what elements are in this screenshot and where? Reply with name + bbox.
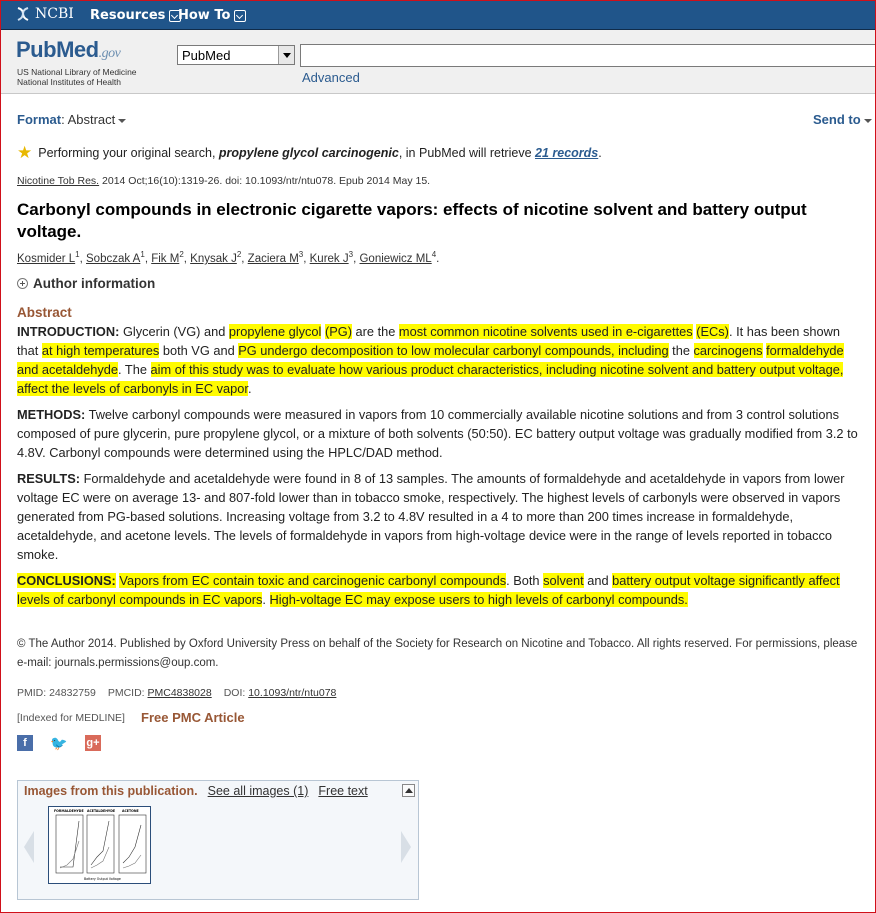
ncbi-helix-icon bbox=[15, 6, 31, 22]
author-information-toggle[interactable] bbox=[17, 276, 155, 291]
abstract-results bbox=[17, 469, 861, 564]
indexed-medline: [Indexed for MEDLINE] bbox=[17, 712, 125, 724]
abstract-conclusions bbox=[17, 571, 861, 609]
send-to-menu[interactable] bbox=[813, 112, 872, 127]
expand-plus-icon bbox=[17, 278, 28, 289]
free-pmc-article-link[interactable]: Free PMC Article bbox=[141, 710, 245, 725]
text-segment: the bbox=[668, 343, 694, 358]
how-to-menu[interactable] bbox=[178, 8, 246, 23]
ncbi-top-bar bbox=[1, 1, 875, 30]
conclusions-label: CONCLUSIONS: bbox=[17, 573, 116, 588]
article-identifiers bbox=[17, 687, 336, 699]
author-affiliation-number: 2 bbox=[179, 250, 184, 259]
highlighted-text: (PG) bbox=[324, 324, 352, 339]
author-link[interactable]: Zaciera M bbox=[247, 252, 299, 265]
author-link[interactable]: Kurek J bbox=[309, 252, 349, 265]
text-segment: are the bbox=[351, 324, 399, 339]
abstract-heading: Abstract bbox=[17, 305, 72, 320]
article-title: Carbonyl compounds in electronic cigarette vapors: effects of nicotine solvent and battery output voltage. bbox=[17, 200, 807, 241]
abstract-introduction bbox=[17, 322, 861, 398]
records-link[interactable]: 21 records bbox=[535, 146, 599, 160]
msg-query: propylene glycol carcinogenic bbox=[218, 146, 399, 160]
thumb-label-1: FORMALDEHYDE bbox=[54, 809, 84, 813]
doi-link[interactable]: 10.1093/ntr/ntu078 bbox=[248, 687, 337, 699]
text-segment: both VG and bbox=[159, 343, 239, 358]
highlighted-text: High-voltage EC may expose users to high levels of carbonyl compounds. bbox=[269, 592, 688, 607]
nlm-line2: National Institutes of Health bbox=[17, 77, 121, 87]
author-affiliation-number: 3 bbox=[348, 250, 354, 259]
author-link[interactable]: Kosmider L bbox=[17, 252, 76, 265]
social-share bbox=[17, 735, 101, 751]
msg-middle: , in PubMed will retrieve bbox=[398, 146, 532, 160]
methods-text: Twelve carbonyl compounds were measured in vapors from 10 commercially available nicotine solutions and from 3 control solutions composed of pure glycerin, pure propylene glycol, or a mixture of both solvents (50:50). EC battery output voltage was gradually modified from 3.2 to 4.8V. Carbonyl compounds were determined using the HPLC/DAD method. bbox=[17, 407, 858, 460]
author-affiliation-number: 3 bbox=[298, 250, 304, 259]
intro-label: INTRODUCTION: bbox=[17, 324, 120, 339]
author-list: Kosmider $L^1$, Sobczak $A^1$, Fik $M^2$, Knysak $J^2$, Zaciera $M^3$, Kurek $J^3$, Goniewicz $ML^4$. bbox=[17, 250, 440, 265]
ncbi-label: NCBI bbox=[35, 6, 74, 22]
pubmed-header bbox=[1, 30, 875, 94]
text-segment: . It has been shown that bbox=[17, 324, 840, 358]
star-icon: ★ bbox=[17, 143, 33, 162]
format-selector[interactable]: Format: Abstract bbox=[17, 112, 126, 127]
text-segment: . Both bbox=[506, 573, 544, 588]
text-segment: Glycerin (VG) and bbox=[122, 324, 229, 339]
nlm-line1: US National Library of Medicine bbox=[17, 67, 137, 77]
author-affiliation-number: 2 bbox=[236, 250, 242, 259]
methods-label: METHODS: bbox=[17, 407, 86, 422]
facebook-icon[interactable]: f bbox=[17, 735, 33, 751]
images-panel-title: Images from this publication. bbox=[24, 784, 198, 798]
author-link[interactable]: Goniewicz ML bbox=[359, 252, 432, 265]
highlighted-text: battery output voltage significantly affect levels of carbonyl compounds in EC vapors bbox=[17, 573, 840, 607]
msg-prefix: Performing your original search, bbox=[38, 146, 216, 160]
database-selected: PubMed bbox=[182, 48, 231, 63]
pmid-value: 24832759 bbox=[49, 687, 96, 699]
highlighted-text: formaldehyde and acetaldehyde bbox=[17, 343, 844, 377]
chevron-down-icon bbox=[234, 10, 246, 22]
highlighted-text: aim of this study was to evaluate how various product characteristics, including nicotine solvent and battery output voltage, affect the levels of carbonyls in EC vapor bbox=[17, 362, 844, 396]
caret-down-icon bbox=[118, 119, 126, 123]
citation bbox=[17, 175, 430, 187]
pubmed-logo[interactable] bbox=[16, 37, 120, 63]
figure-thumbnail-chart bbox=[49, 807, 150, 883]
author-affiliation-number: 1 bbox=[75, 250, 80, 259]
resources-label: Resources bbox=[90, 8, 166, 23]
format-label: Format bbox=[17, 112, 62, 127]
caret-down-icon bbox=[864, 119, 872, 123]
author-link[interactable]: Knysak J bbox=[190, 252, 237, 265]
google-plus-icon[interactable]: g+ bbox=[86, 737, 100, 749]
figure-thumbnail[interactable] bbox=[48, 806, 151, 884]
text-segment: and bbox=[583, 573, 613, 588]
author-link[interactable]: Fik M bbox=[151, 252, 180, 265]
twitter-icon[interactable]: 🐦 bbox=[50, 734, 68, 751]
chevron-down-icon[interactable] bbox=[278, 46, 294, 64]
advanced-search-link[interactable]: Advanced bbox=[302, 70, 360, 85]
intro-text bbox=[17, 324, 844, 396]
highlighted-text: at high temperatures bbox=[41, 343, 160, 358]
highlighted-text: Vapors from EC contain toxic and carcinogenic carbonyl compounds bbox=[119, 573, 507, 588]
journal-link[interactable]: Nicotine Tob Res. bbox=[17, 175, 100, 187]
author-affiliation-number: 1 bbox=[140, 250, 145, 259]
highlighted-text: propylene glycol bbox=[228, 324, 322, 339]
search-message bbox=[17, 143, 602, 162]
highlighted-text: carcinogens bbox=[693, 343, 763, 358]
how-to-label: How To bbox=[178, 8, 231, 23]
citation-details: 2014 Oct;16(10):1319-26. doi: 10.1093/ntr/ntu078. Epub 2014 May 15. bbox=[102, 175, 431, 187]
thumb-label-3: ACETONE bbox=[122, 809, 139, 813]
pmcid-label: PMCID: bbox=[107, 687, 145, 699]
thumb-label-2: ACETALDEHYDE bbox=[87, 809, 116, 813]
search-input[interactable] bbox=[300, 44, 875, 67]
send-to-label: Send to bbox=[813, 112, 861, 127]
images-panel bbox=[17, 780, 419, 900]
images-panel-header bbox=[24, 784, 368, 798]
pmcid-link[interactable]: PMC4838028 bbox=[147, 687, 212, 699]
logo-pub: Pub bbox=[16, 37, 57, 62]
database-select[interactable] bbox=[177, 45, 295, 65]
logo-gov: .gov bbox=[98, 46, 121, 61]
nlm-tagline bbox=[17, 67, 137, 87]
author-affiliation-number: 4 bbox=[431, 250, 437, 259]
highlighted-text: solvent bbox=[543, 573, 584, 588]
author-info-label: Author information bbox=[33, 276, 156, 291]
prev-arrow-icon[interactable] bbox=[24, 831, 34, 863]
format-value: Abstract bbox=[67, 112, 116, 127]
highlighted-text: PG undergo decomposition to low molecular carbonyl compounds, including bbox=[238, 343, 669, 358]
conclusions-text bbox=[17, 573, 840, 607]
free-text-link[interactable]: Free text bbox=[318, 784, 368, 798]
highlighted-text: most common nicotine solvents used in e-cigarettes bbox=[398, 324, 693, 339]
copyright-notice: © The Author 2014. Published by Oxford University Press on behalf of the Society for Research on Nicotine and Tobacco. All rights reserved. For permissions, please e-mail: journals.permissions@oup.com. bbox=[17, 638, 858, 669]
collapse-up-icon[interactable] bbox=[402, 784, 415, 797]
msg-suffix: . bbox=[598, 146, 602, 160]
results-label: RESULTS: bbox=[17, 471, 81, 486]
next-arrow-icon[interactable] bbox=[401, 831, 411, 863]
thumb-xlabel: Battery Output Voltage bbox=[84, 877, 121, 881]
pmid-label: PMID: bbox=[17, 687, 47, 699]
highlighted-text: (ECs) bbox=[696, 324, 729, 339]
see-all-images-link[interactable]: See all images (1) bbox=[207, 784, 309, 798]
results-text: Formaldehyde and acetaldehyde were found in 8 of 13 samples. The amounts of formaldehyde and acetaldehyde in vapors from lower voltage EC were on average 13- and 807-fold lower than in tobacco smoke, respectively. The highest levels of carbonyls were observed in vapors generated from PG-based solutions. Increasing voltage from 3.2 to 4.8V resulted in a 4 to more than 200 times increase in formaldehyde, acetaldehyde, and acetone levels. The levels of formaldehyde in vapors from high-voltage device were in the range of levels reported in tobacco smoke. bbox=[17, 471, 845, 562]
ncbi-logo[interactable] bbox=[15, 6, 74, 22]
text-segment: . bbox=[247, 381, 252, 396]
text-segment: . The bbox=[118, 362, 151, 377]
doi-label: DOI: bbox=[223, 687, 246, 699]
abstract-methods bbox=[17, 405, 861, 462]
author-link[interactable]: Sobczak A bbox=[86, 252, 141, 265]
text-segment: . bbox=[262, 592, 270, 607]
logo-med: Med bbox=[56, 37, 99, 62]
resources-menu[interactable] bbox=[90, 8, 181, 23]
